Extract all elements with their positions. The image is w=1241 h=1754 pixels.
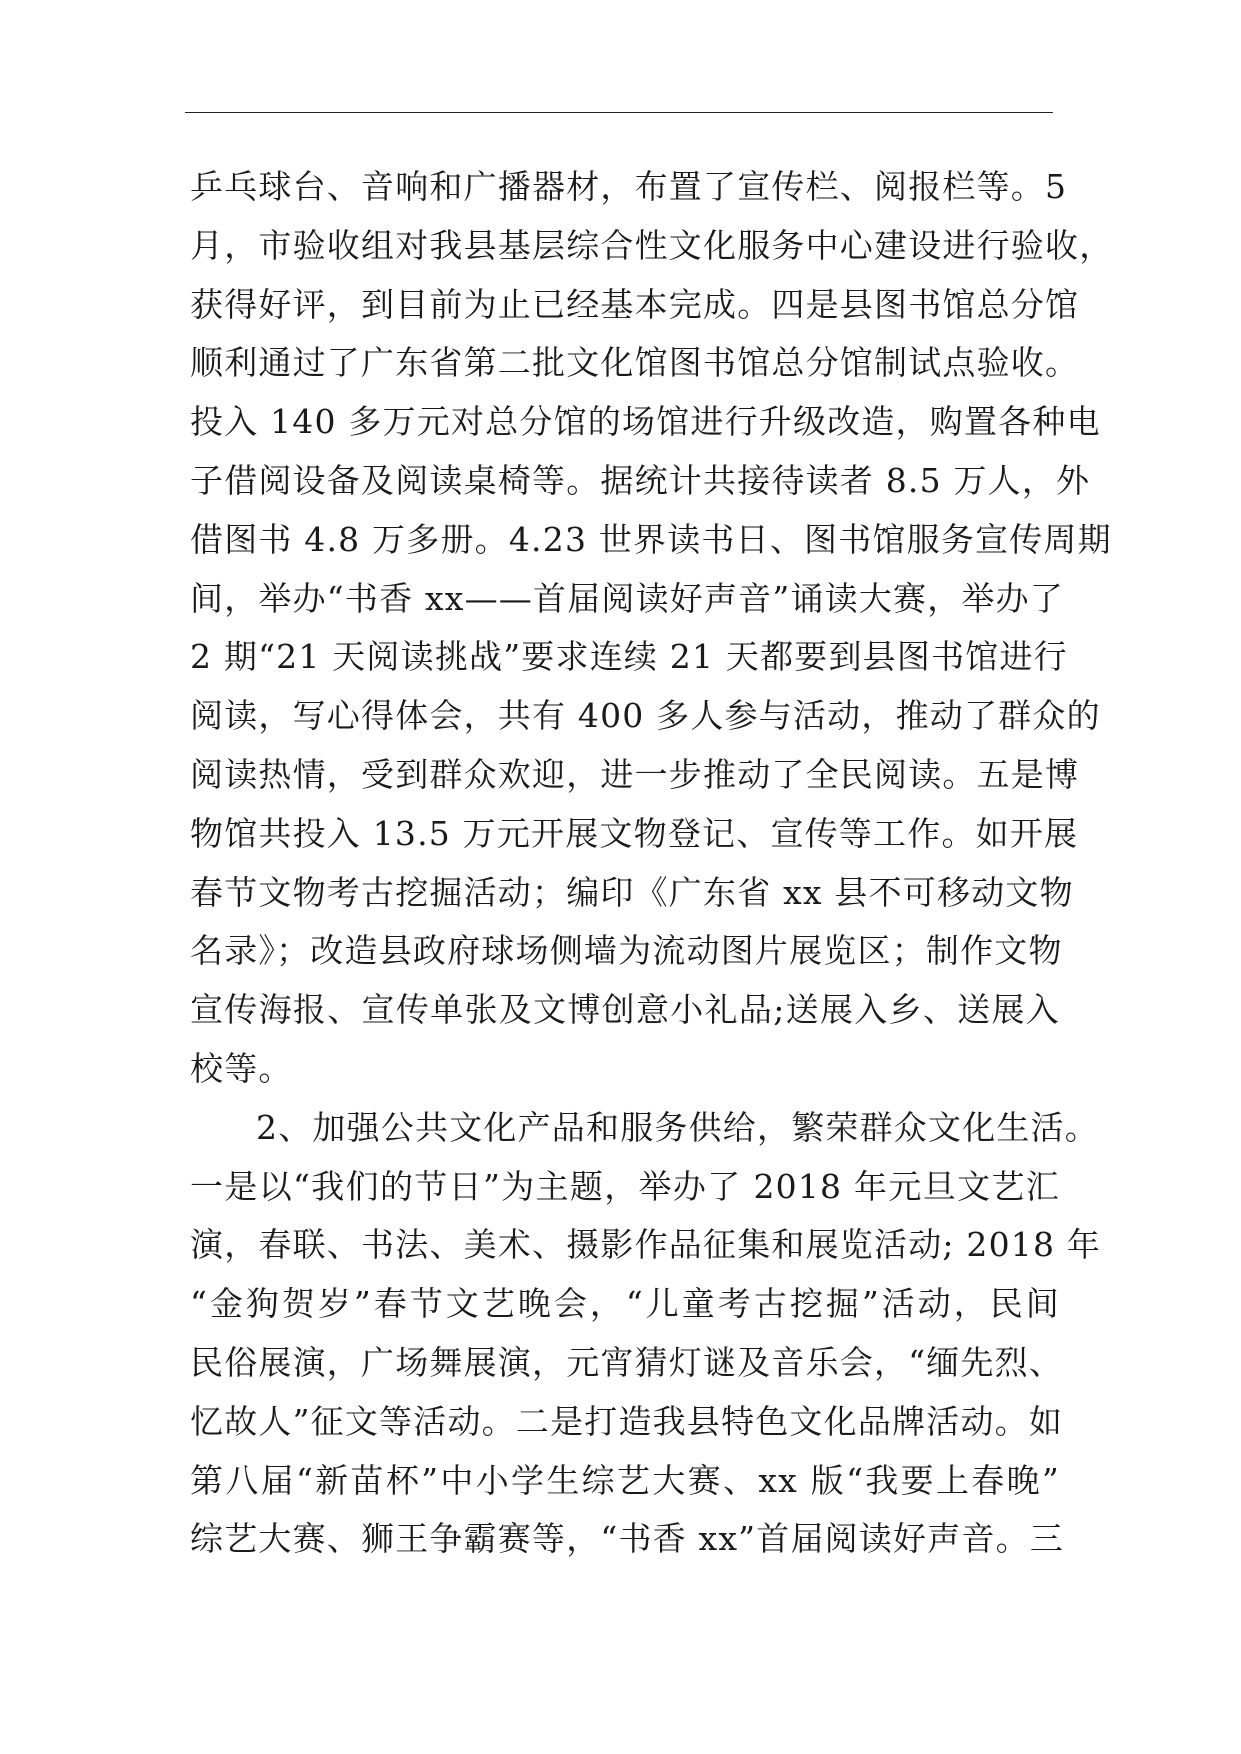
document-body (190, 158, 1114, 1569)
text-line: 综艺大赛、狮王争霸赛等，“书香 xx”首届阅读好声音。三 (190, 1519, 1065, 1559)
header-rule (185, 112, 1053, 113)
text-line: 月，市验收组对我县基层综合性文化服务中心建设进行验收， (190, 225, 1114, 265)
text-line: 投入 140 多万元对总分馆的场馆进行升级改造，购置各种电 (190, 402, 1101, 442)
text-line: 阅读热情，受到群众欢迎，进一步推动了全民阅读。五是博 (190, 754, 1080, 794)
text-line: 间，举办“书香 xx——首届阅读好声音”诵读大赛，举办了 (190, 578, 1065, 618)
text-line: “金狗贺岁”春节文艺晚会，“儿童考古挖掘”活动，民间 (190, 1284, 1060, 1324)
text-line: 借图书 4.8 万多册。4.23 世界读书日、图书馆服务宣传周期 (190, 519, 1112, 559)
text-line: 第八届“新苗杯”中小学生综艺大赛、xx 版“我要上春晚” (190, 1460, 1060, 1500)
paragraph-2 (190, 1099, 1102, 1569)
text-line: 名录》；改造县政府球场侧墙为流动图片展览区；制作文物 (190, 931, 1063, 971)
text-line: 一是以“我们的节日”为主题，举办了 2018 年元旦文艺汇 (190, 1166, 1060, 1206)
text-line: 乒乓球台、音响和广播器材，布置了宣传栏、阅报栏等。5 (190, 167, 1068, 206)
text-line: 2 期“21 天阅读挑战”要求连续 21 天都要到县图书馆进行 (190, 637, 1068, 677)
text-line: 阅读，写心得体会，共有 400 多人参与活动，推动了群众的 (190, 696, 1101, 736)
text-line: 校等。 (190, 1048, 293, 1088)
text-line: 子借阅设备及阅读桌椅等。据统计共接待读者 8.5 万人，外 (190, 460, 1091, 500)
text-line: 获得好评，到目前为止已经基本完成。四是县图书馆总分馆 (190, 284, 1080, 324)
paragraph-1 (190, 158, 1114, 1099)
text-line: 忆故人”征文等活动。二是打造我县特色文化品牌活动。如 (190, 1401, 1064, 1441)
text-line: 民俗展演，广场舞展演，元宵猜灯谜及音乐会，“缅先烈、 (190, 1342, 1064, 1382)
text-line: 宣传海报、宣传单张及文博创意小礼品;送展入乡、送展入 (190, 990, 1060, 1030)
text-line: 春节文物考古挖掘活动；编印《广东省 xx 县不可移动文物 (190, 872, 1074, 912)
text-line: 物馆共投入 13.5 万元开展文物登记、宣传等工作。如开展 (190, 813, 1079, 853)
text-line: 演，春联、书法、美术、摄影作品征集和展览活动; 2018 年 (190, 1225, 1102, 1265)
text-line: 2、加强公共文化产品和服务供给，繁荣群众文化生活。 (256, 1107, 1099, 1147)
text-line: 顺利通过了广东省第二批文化馆图书馆总分馆制试点验收。 (190, 343, 1080, 383)
